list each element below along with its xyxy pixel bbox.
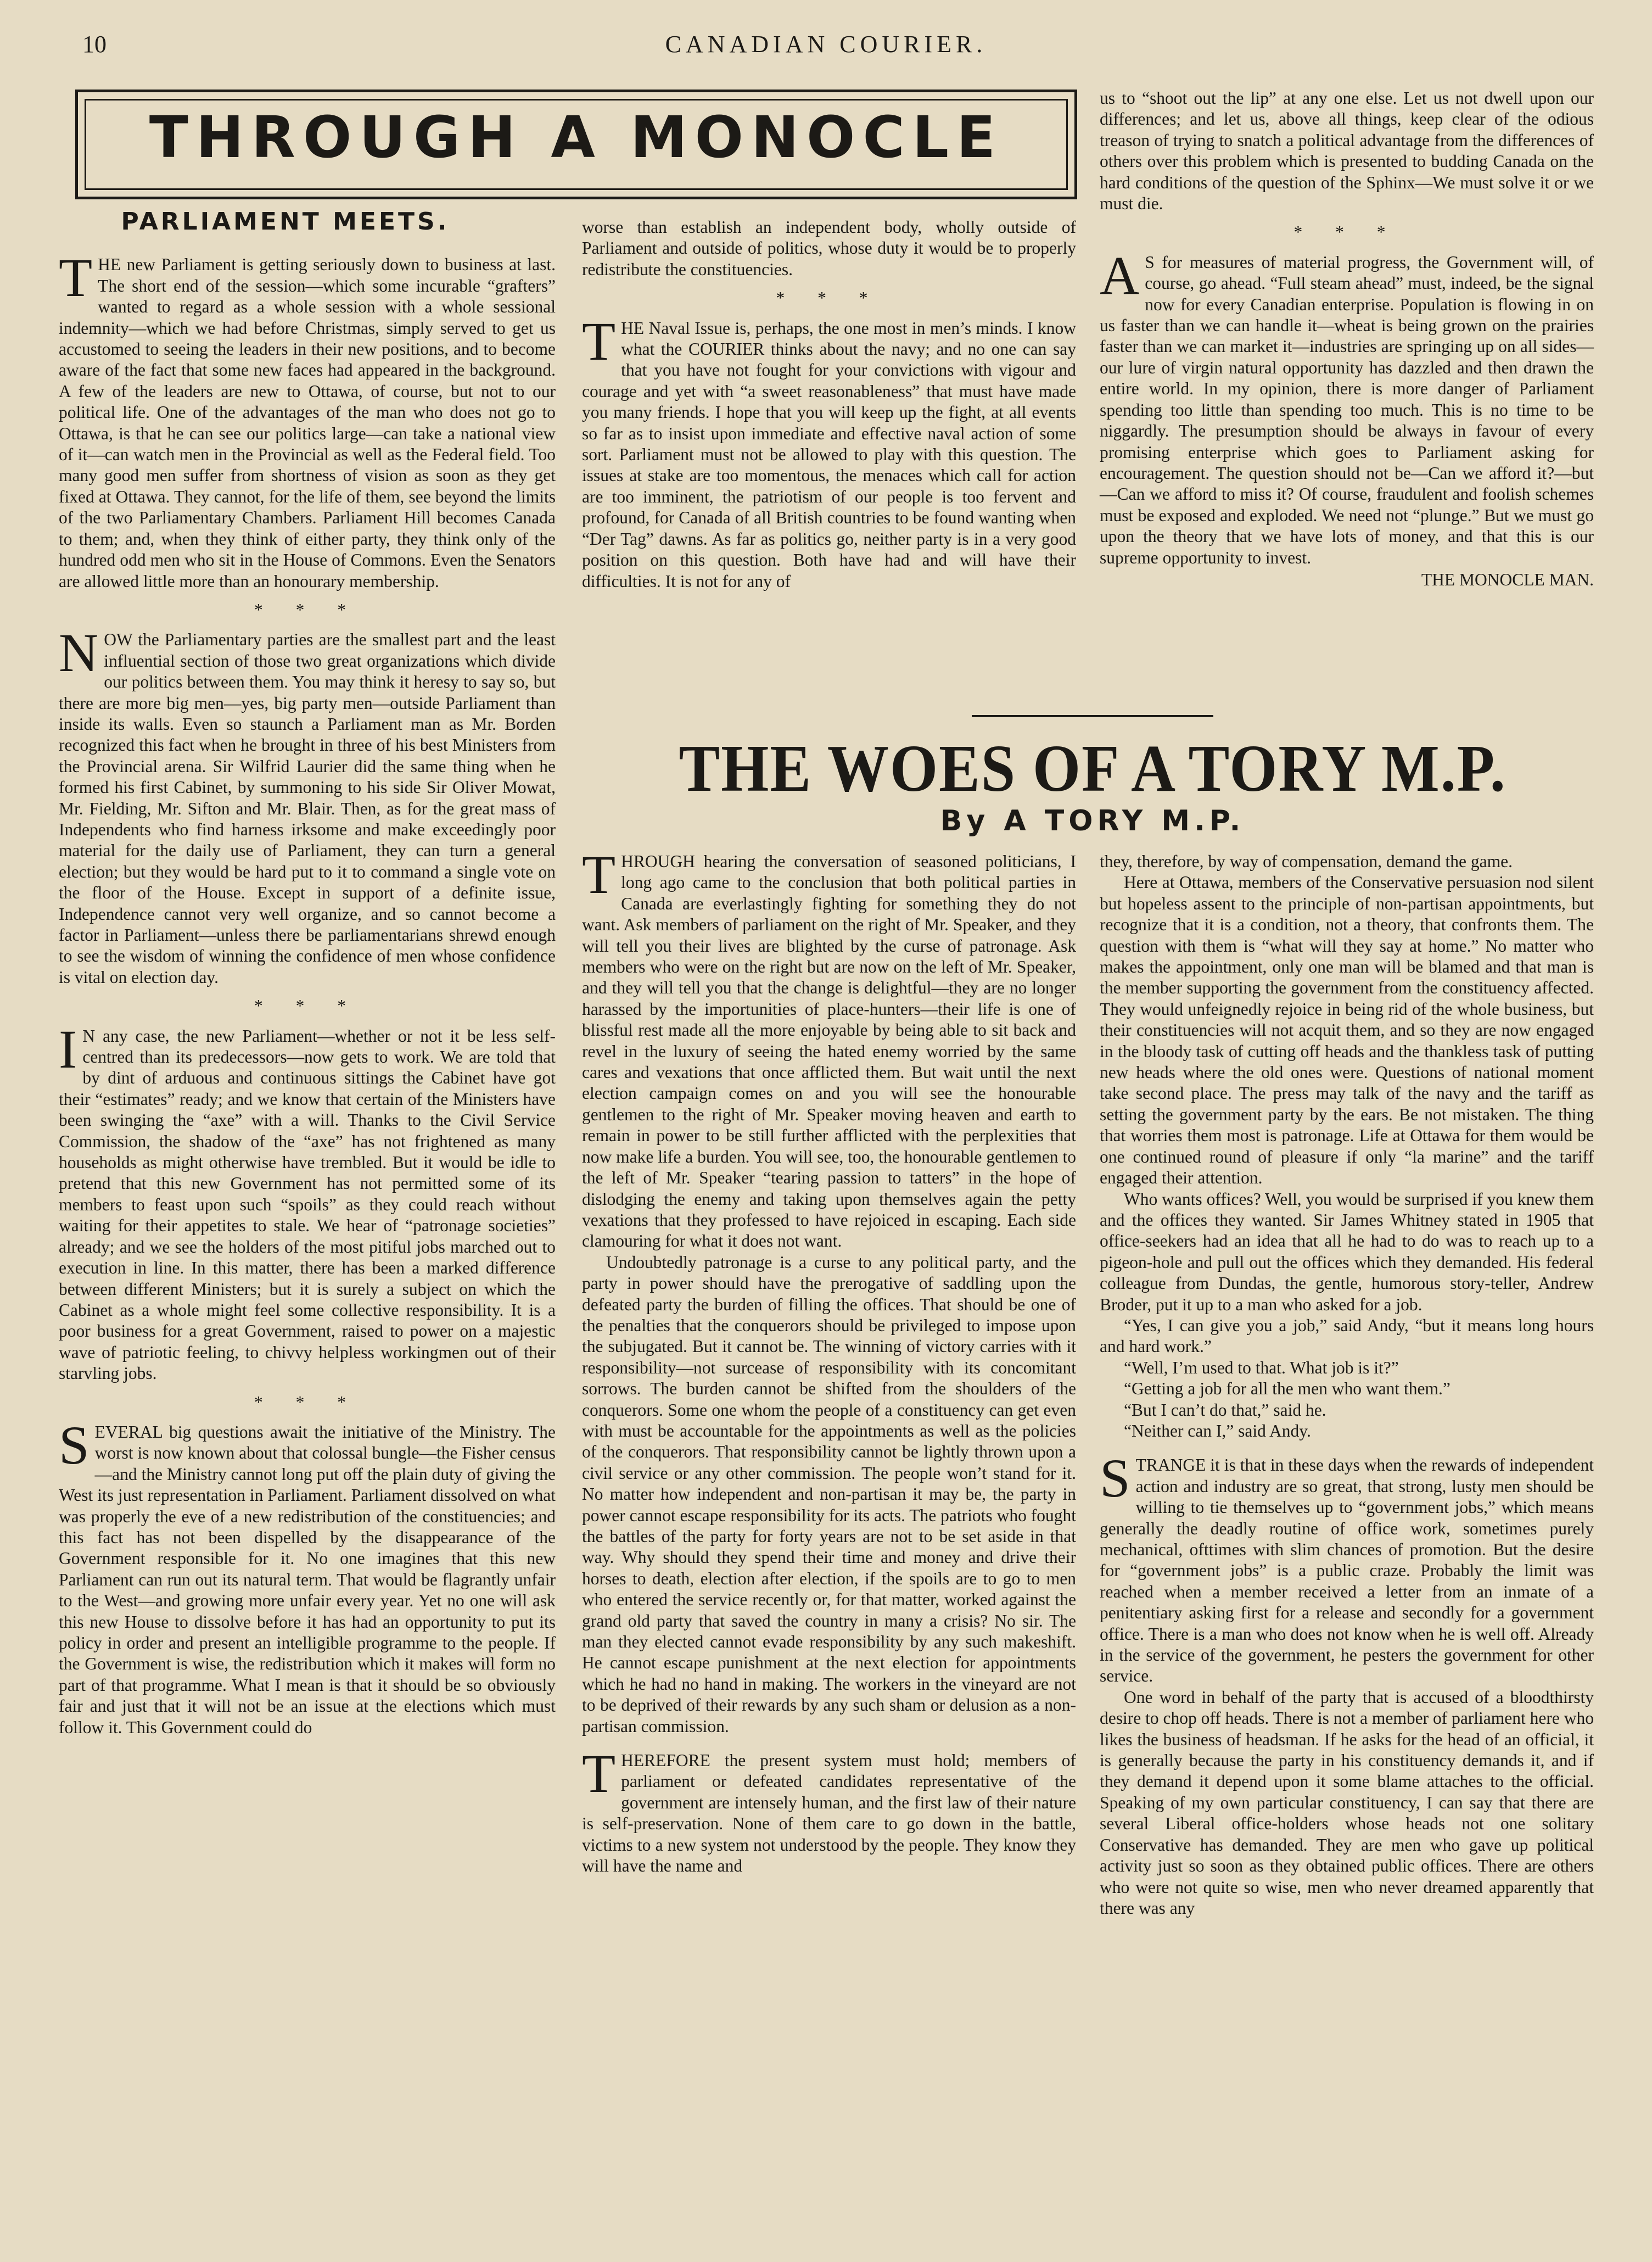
running-title: CANADIAN COURIER. bbox=[665, 31, 987, 58]
woes-paragraph: Who wants offices? Well, you would be surprised if you knew them and the offices they wanted. Sir James Whitney stated in 1905 that office-seekers had an idea that all he had to do was to reach up to a pigeon-hole and pull out the offices which they demanded. His federal colleague from Dundas, the gentle, humorous story-teller, Andrew Broder, put it up to a man who asked for a job. bbox=[1100, 1189, 1594, 1314]
woes-paragraph: THROUGH hearing the conversation of seasoned politicians, I long ago came to the conclusion that both political parties in Canada are everlastingly fighting for something they do not want. Ask members of parliament on the right of Mr. Speaker, and they will tell you their lives are blighted by the curse of patronage. Ask members who were on the right but are now on the left of Mr. Speaker, and they will tell you that the change is delightful—they are no longer harassed by the importunities of place-hunters—their life is one of blissful rest made all the more enjoyable by being able to sit back and revel in the luxury of seeing the hated enemy worried by the same cares and vexations that once afflicted them. But wait until the next election campaign comes on and you will see the honourable gentlemen to the right of Mr. Speaker moving heaven and earth to remain in power to be still further afflicted with the perplexities that now make life a burden. You will see, too, the honourable gentlemen to the left of Mr. Speaker “tearing passion to tatters” in the hope of dislodging the enemy and taking upon themselves again the petty vexations that they professed to have rejoiced in escaping. Each side clamouring for what it does not want. bbox=[582, 844, 1076, 1251]
section-separator: * * * bbox=[254, 600, 360, 619]
monocle-paragraph: THE new Parliament is getting seriously down to business at last. The short end of the session—which some incurable “grafters” wanted to regard as a whole session with a whole sessional indemnity—which we had before Christmas, simply served to get us accustomed to seeing the leaders in their new positions, and to become aware of the fact that some new faces had appeared in the background. A few of the leaders are new to Ottawa, of course, but not to our political life. One of the advantages of the man who does not go to Ottawa, is that he can see our politics large—can take a national view of it—can watch men in the Provincial as well as the Federal field. Too many good men suffer from shortness of vision as soon as they get fixed at Ottawa. They cannot, for the life of them, see beyond the limits of the two Parliamentary Chambers. Parliament Hill becomes Canada to them; and, when they think of either party, they think only of the hundred odd men who sit in the House of Commons. Even the Senators are allowed little more than an honourary membership. bbox=[59, 247, 556, 591]
section-separator: * * * bbox=[254, 1392, 360, 1412]
monocle-signature: THE MONOCLE MAN. bbox=[1421, 569, 1594, 589]
woes-paragraph: One word in behalf of the party that is accused of a bloodthirsty desire to chop off heads. There is not a member of parliament here who likes the business of headsman. If he asks for the head of an official, it is generally because the party in his constituency demands it, and if they demand it depend upon it some blame attaches to the official. Speaking of my own particular constituency, I can say that there are several Liberal office-holders whose heads not one solitary Conservative has demanded. They are men who gave up political activity just so soon as they obtained public offices. There are others who were not quite so wise, men who never dreamed apparently that there was any bbox=[1100, 1687, 1594, 1918]
monocle-paragraph: us to “shoot out the lip” at any one else. Let us not dwell upon our differences; and let us, above all things, keep clear of the odious treason of trying to snatch a political advantage from the differences of others over this problem which is presented to budding Canada on the hard conditions of the question of the Sphinx—We must solve it or we must die. bbox=[1100, 88, 1594, 214]
monocle-column-2 bbox=[582, 217, 1076, 592]
monocle-paragraph: THE Naval Issue is, perhaps, the one most in men’s minds. I know what the COURIER thinks about the navy; and no one can say that you have not fought for your convictions with vigour and courage and yet with “a sweet reasonableness” that must have made you many friends. I hope that you will keep up the fight, at all events so far as to insist upon immediate and effective naval action of some sort. Parliament must not be allowed to play with this question. The issues at stake are too momentous, the menaces which call for action are too imminent, the patriotism of our people is too fervent and profound, for Canada of all British countries to be found wanting when “Der Tag” dawns. As far as politics go, neither party is in a very good position on this question. Both have had and will have their difficulties. It is not for any of bbox=[582, 310, 1076, 591]
woes-column-2 bbox=[1100, 851, 1594, 1919]
woes-column-1 bbox=[582, 844, 1076, 1877]
monocle-paragraph: AS for measures of material progress, the Government will, of course, go ahead. “Full steam ahead” must, indeed, be the signal now for every Canadian enterprise. Population is flowing in on us faster than we can handle it—wheat is being grown on the prairies faster than we can market it—industries are springing up on all sides—our lure of virgin natural opportunity has dazzled and then drawn the entire world. In my opinion, there is more danger of Parliament spending too little than spending too much. This is no time to be niggardly. The presumption should be always in favour of every promising enterprise which goes to Parliament asking for encouragement. The question should not be—Can we afford it?—but—Can we afford to miss it? Of course, fraudulent and foolish schemes must be exposed and exploded. We need not “plunge.” But we must go upon the theory that we have lots of money, and that this is our supreme opportunity to invest. bbox=[1100, 244, 1594, 567]
page-number: 10 bbox=[82, 31, 107, 58]
woes-paragraph: Here at Ottawa, members of the Conservative persuasion nod silent but hopeless assent to the principle of non-partisan appointments, but recognize that it is a condition, not a theory, that confronts them. The question with them is “what will they say at home.” No matter who makes the appointment, only one man will be blamed and that man is the member supporting the government from the constituency affected. They would unfeignedly rejoice in being rid of the whole business, but their constituencies will not acquit them, and so they are now engaged in the bloody task of cutting off heads and the thankless task of putting new heads where the old ones were. Questions of national moment take second place. The press may talk of the navy and the tariff as setting the government party by the ears. Be not mistaken. The thing that worries them most is patronage. Life at Ottawa for them would be one continued round of pleasure if only “la marine” and the tariff engaged their attention. bbox=[1100, 873, 1594, 1188]
woes-title: THE WOES OF A TORY M.P. bbox=[679, 731, 1507, 806]
dialogue-line: “But I can’t do that,” said he. bbox=[1124, 1400, 1326, 1420]
dialogue-line: “Yes, I can give you a job,” said Andy, “but it means long hours and hard work.” bbox=[1100, 1315, 1594, 1356]
dialogue-line: “Well, I’m used to that. What job is it?” bbox=[1124, 1358, 1399, 1377]
woes-paragraph: Undoubtedly patronage is a curse to any political party, and the party in power should have the prerogative of saddling upon the defeated party the burden of filling the offices. That should be one of the penalties that the conquerors should be privileged to impose upon the subjugated. But it cannot be. The winning of victory carries with it responsibility—not surcease of responsibility with its concomitant sorrows. The burden cannot be shifted from the shoulders of the conquerors. Some one whom the people of a constituency can get even with must be accountable for the appointments as well as the policies of the conquerors. That responsibility cannot be lightly thrown upon a civil service or any other commission. The people won’t stand for it. No matter how independent and non-partisan it may be, the party in power cannot escape responsibility for its acts. The patriots who fought the battles of the party for forty years are not to be set aside in that way. Why should they spend their time and money and drive their horses to death, election after election, if the spoils are to go to men who entered the service recently or, for that matter, worked against the grand old party that saved the country in many a crisis? No sir. The man they elected cannot evade responsibility by any such makeshift. He cannot escape punishment at the next election for appointments which he had no hand in making. The workers in the vineyard are not to be deprived of their rewards by any such sham or delusion as a non-partisan commission. bbox=[582, 1252, 1076, 1736]
monocle-paragraph: NOW the Parliamentary parties are the smallest part and the least influential section of those two great organizations which divide our politics between them. You may think it heresy to say so, but there are more big men—yes, big party men—outside Parliament than inside its walls. Even so staunch a Parliament man as Mr. Borden recognized this fact when he brought in three of his best Ministers from the Provincial arena. Sir Wilfrid Laurier did the same thing when he formed his first Cabinet, by summoning to his side Sir Oliver Mowat, Mr. Fielding, Mr. Sifton and Mr. Blair. Then, as for the great mass of Independents who find harness irksome and make exceedingly poor material for the daily use of Parliament, they can turn a general election; but they would be hard put to it to command a single vote on the floor of the House. Except in support of a definite issue, Independence cannot very well organize, and so cannot become a factor in Parliament—unless there be parliamentarians shrewd enough to see the wisdom of winning the confidence of men whose confidence is vital on election day. bbox=[59, 622, 556, 987]
section-separator: * * * bbox=[1293, 222, 1400, 242]
monocle-paragraph: SEVERAL big questions await the initiative of the Ministry. The worst is now known about that colossal bungle—the Fisher census—and the Ministry cannot long put off the plain duty of giving the West its just representation in Parliament. Parliament dissolved on what was properly the eve of a new redistribution of the constituencies; and this fact has not been dispelled by the disappearance of the Government responsible for it. No one imagines that this new Parliament can run out its natural term. That would be flagrantly unfair to the West—and growing more unfair every year. Yet no one will ask this new House to dissolve before it has had an opportunity to put its policy in order and present an intelligible programme to the people. If the Government is wise, the redistribution which it makes will form no part of that programme. What I mean is that it should be so obviously fair and just that it will not be an issue at the elections which must follow it. This Government could do bbox=[59, 1414, 556, 1737]
woes-paragraph: STRANGE it is that in these days when the rewards of independent action and industry are so great, that strong, lusty men should be willing to tie themselves up to “government jobs,” which means generally the deadly routine of office work, sometimes purely mechanical, ofttimes with slim chances of promotion. But the desire for “government jobs” is a public craze. Probably the limit was reached when a member received a letter from an inmate of a penitentiary asking first for a release and secondly for a government office. There is a man who does not know when he is well off. Already in the service of the government, he pesters the government for other service. bbox=[1100, 1448, 1594, 1686]
monocle-paragraph: IN any case, the new Parliament—whether or not it be less self-centred than its predecessors—now gets to work. We are told that by dint of arduous and continuous sittings the Cabinet have got their “estimates” ready; and we know that certain of the Ministers have been swinging the “axe” with a will. Thanks to the Civil Service Commission, the shadow of the “axe” has not frightened as many households as might otherwise have trembled. But it would be idle to pretend that this new Government has not permitted some of its members to feast upon such “spoils” as they could reach without waiting for their appetites to stale. We hear of “patronage societies” already; and we see the holders of the most pitiful jobs marched out to execution in line. In this matter, there has been a marked difference between different Ministers; but it is surely a subject on which the Cabinet as a whole might feel some collective responsibility. It is a poor business for a great Government, raised to power on a majestic wave of patriotic feeling, to chivvy helpless workingmen out of their starvling jobs. bbox=[59, 1018, 556, 1383]
article-divider bbox=[972, 715, 1213, 717]
woes-byline: By A TORY M.P. bbox=[940, 805, 1245, 837]
woes-paragraph: THEREFORE the present system must hold; members of parliament or defeated candidates representative of the government are intensely human, and the first law of their nature is self-preservation. None of them care to go down in the battle, victims to a new system not understood by the people. They know they will have the name and bbox=[582, 1743, 1076, 1876]
section-separator: * * * bbox=[776, 288, 882, 308]
dialogue-line: “Neither can I,” said Andy. bbox=[1124, 1421, 1311, 1440]
monocle-title: THROUGH A MONOCLE bbox=[149, 104, 1004, 171]
woes-paragraph: they, therefore, by way of compensation, demand the game. bbox=[1100, 852, 1513, 871]
monocle-column-3 bbox=[1100, 88, 1594, 590]
monocle-title-box bbox=[75, 90, 1077, 199]
monocle-paragraph: worse than establish an independent body, wholly outside of Parliament and outside of politics, whose duty it would be to properly redistribute the constituencies. bbox=[582, 217, 1076, 279]
monocle-subheading: PARLIAMENT MEETS. bbox=[121, 208, 450, 236]
dialogue-line: “Getting a job for all the men who want them.” bbox=[1124, 1379, 1451, 1399]
section-separator: * * * bbox=[254, 996, 360, 1016]
monocle-column-1 bbox=[59, 208, 556, 1738]
